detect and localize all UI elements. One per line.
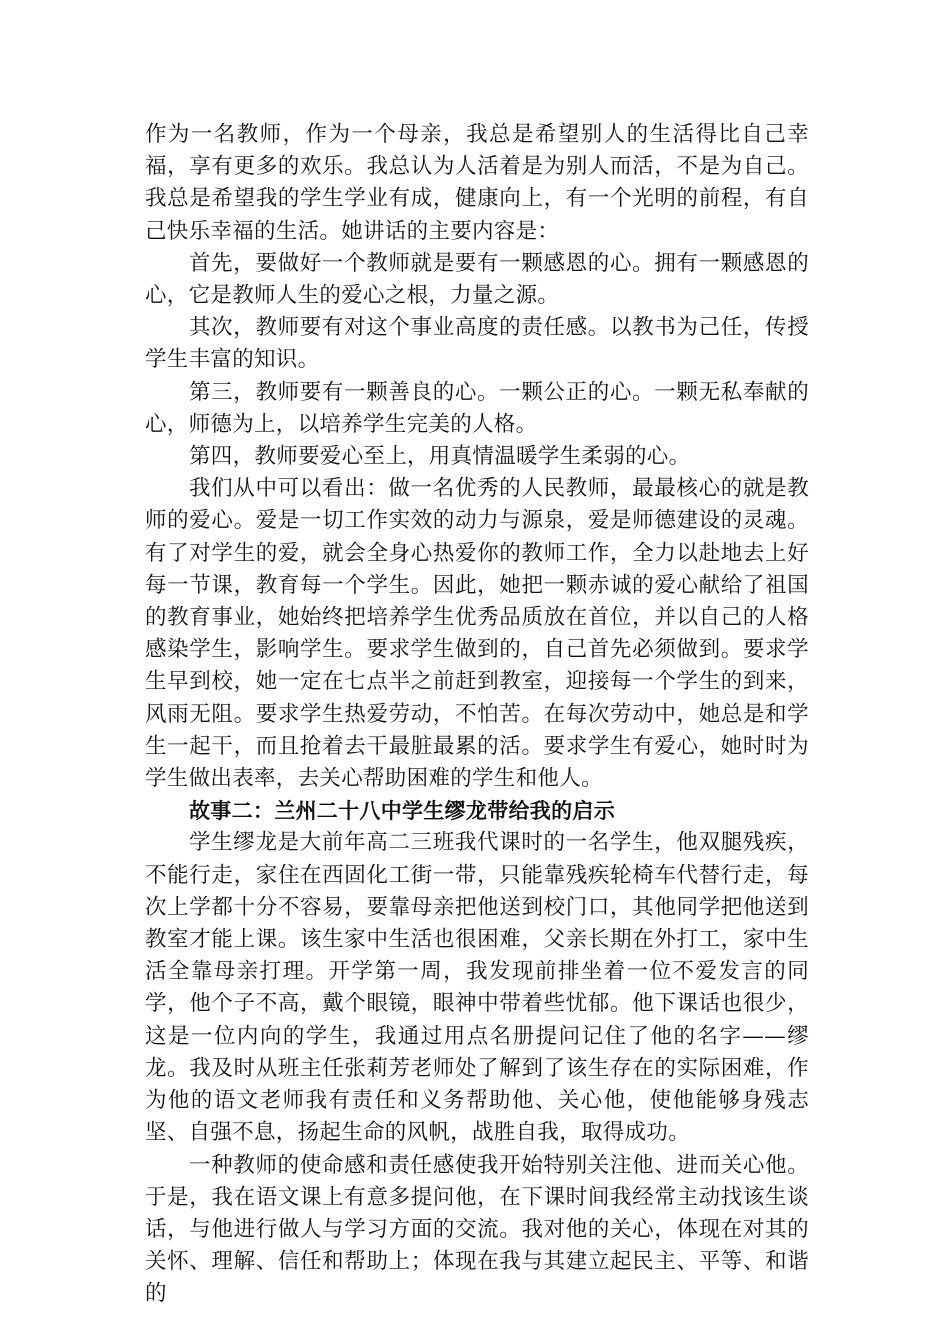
paragraph-fourth-point: 第四，教师要爱心至上，用真情温暖学生柔弱的心。 — [189, 444, 691, 470]
document-page — [145, 119, 809, 1311]
paragraph-story-two: 学生缪龙是大前年高二三班我代课时的一名学生，他双腿残疾，不能行走，家住在西固化工街一带，只能靠残疾轮椅车代替行走，每次上学都十分不容易，要靠母亲把他送到校门口，其他同学把他送到教室才能上课。该生家中生活也很困难，父亲长期在外打工，家中生活全靠母亲打理。开学第一周，我发现前排坐着一位不爱发言的同学，他个子不高，戴个眼镜，眼神中带着些忧郁。他下课话也很少，这是一位内向的学生，我通过用点名册提问记住了他的名字——缪龙。我及时从班主任张莉芳老师处了解到了该生存在的实际困难，作为他的语文老师我有责任和义务帮助他、关心他，使他能够身残志坚、自强不息，扬起生命的风帆，战胜自我，取得成功。 — [145, 830, 809, 1146]
paragraph-intro: 作为一名教师，作为一个母亲，我总是希望别人的生活得比自己幸福，享有更多的欢乐。我总认为人活着是为别人而活，不是为自己。我总是希望我的学生学业有成，健康向上，有一个光明的前程，有自己快乐幸福的生活。她讲话的主要内容是： — [145, 122, 809, 244]
paragraph-story-two-continued: 一种教师的使命感和责任感使我开始特别关注他、进而关心他。于是，我在语文课上有意多提问他，在下课时间我经常主动找该生谈话，与他进行做人与学习方面的交流。我对他的关心，体现在对其的关怀、理解、信任和帮助上；体现在我与其建立起民主、平等、和谐的 — [145, 1152, 809, 1307]
story-two-heading: 故事二：兰州二十八中学生缪龙带给我的启示 — [189, 799, 615, 824]
paragraph-conclusion: 我们从中可以看出：做一名优秀的人民教师，最最核心的就是教师的爱心。爱是一切工作实效的动力与源泉，爱是师德建设的灵魂。有了对学生的爱，就会全身心热爱你的教师工作，全力以赴地去上好每一节课，教育每一个学生。因此，她把一颗赤诚的爱心献给了祖国的教育事业，她始终把培养学生优秀品质放在首位，并以自己的人格感染学生，影响学生。要求学生做到的，自己首先必须做到。要求学生早到校，她一定在七点半之前赶到教室，迎接每一个学生的到来，风雨无阻。要求学生热爱劳动，不怕苦。在每次劳动中，她总是和学生一起干，而且抢着去干最脏最累的活。要求学生有爱心，她时时为学生做出表率，去关心帮助困难的学生和他人。 — [145, 476, 809, 792]
paragraph-second-point: 其次，教师要有对这个事业高度的责任感。以教书为己任，传授学生丰富的知识。 — [145, 315, 809, 373]
paragraph-third-point: 第三，教师要有一颗善良的心。一颗公正的心。一颗无私奉献的心，师德为上，以培养学生完美的人格。 — [145, 379, 809, 437]
paragraph-first-point: 首先，要做好一个教师就是要有一颗感恩的心。拥有一颗感恩的心，它是教师人生的爱心之根，力量之源。 — [145, 250, 809, 309]
